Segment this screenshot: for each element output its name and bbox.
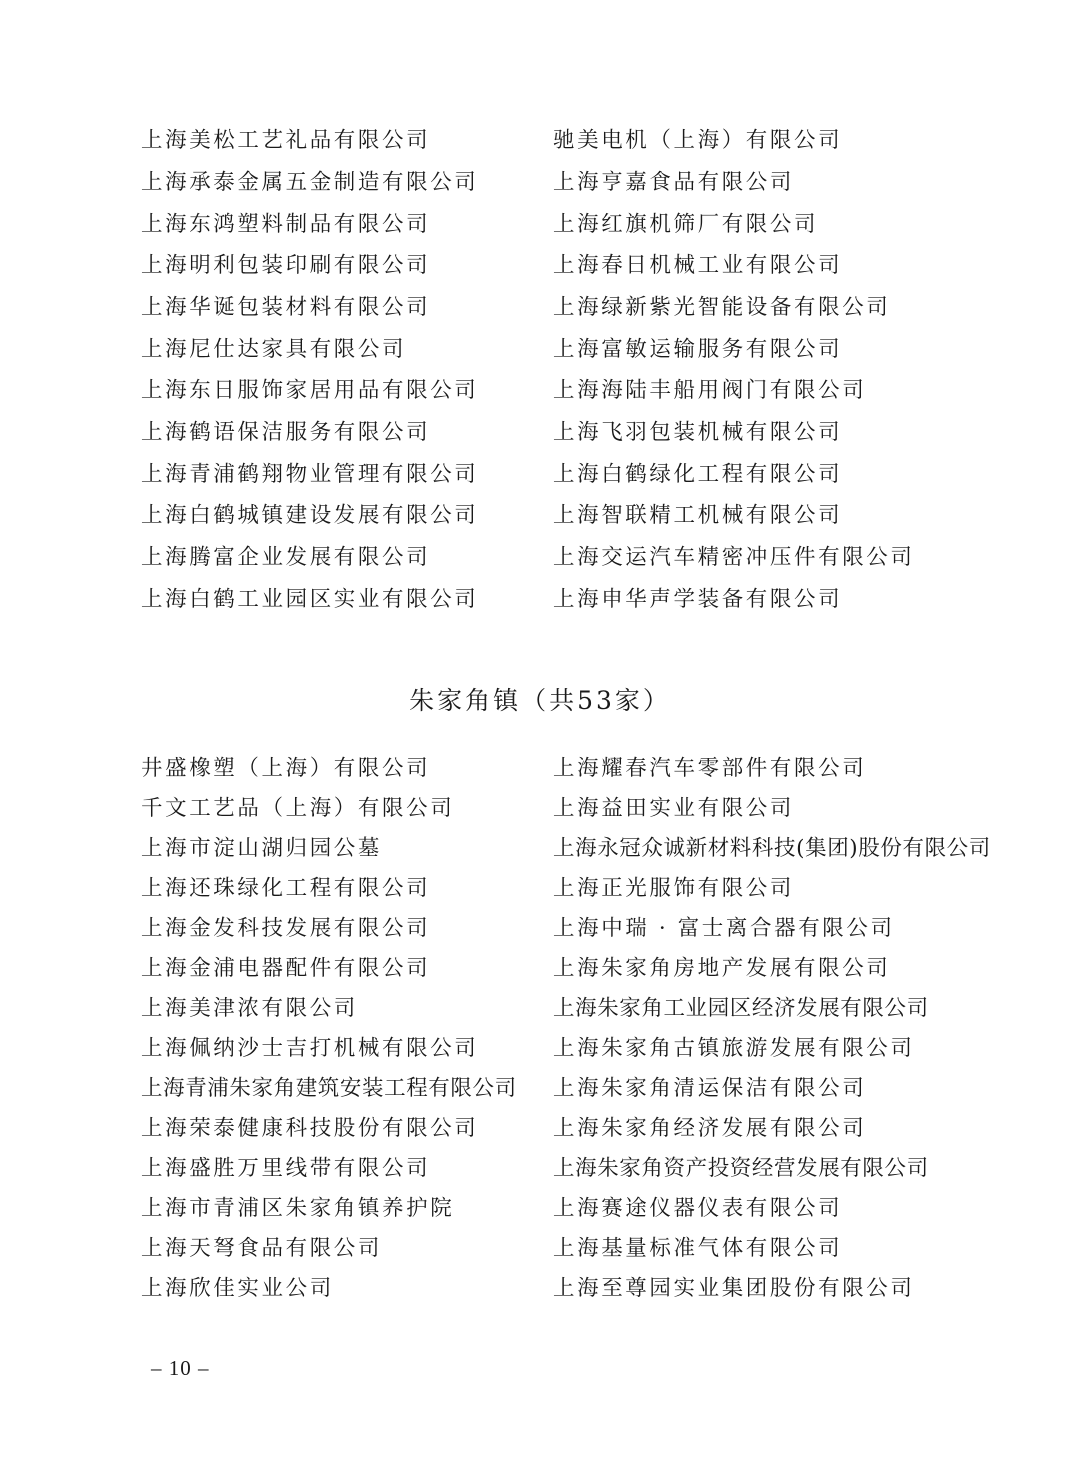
company-name: 上海天弩食品有限公司 — [141, 1236, 383, 1261]
company-name: 上海红旗机筛厂有限公司 — [553, 212, 819, 237]
company-name: 上海朱家角资产投资经营发展有限公司 — [553, 1156, 929, 1181]
company-name: 上海东鸿塑料制品有限公司 — [141, 212, 431, 237]
company-name: 上海至尊园实业集团股份有限公司 — [553, 1276, 915, 1301]
company-name: 上海还珠绿化工程有限公司 — [141, 876, 431, 901]
company-name: 上海荣泰健康科技股份有限公司 — [141, 1116, 479, 1141]
list-row — [0, 914, 1080, 954]
company-name: 上海益田实业有限公司 — [553, 796, 795, 821]
company-name: 上海尼仕达家具有限公司 — [141, 337, 407, 362]
list-row — [0, 210, 1080, 250]
company-name: 上海永冠众诚新材料科技(集团)股份有限公司 — [553, 836, 991, 861]
list-row — [0, 754, 1080, 794]
list-row — [0, 126, 1080, 166]
company-name: 上海亨嘉食品有限公司 — [553, 170, 795, 195]
company-name: 上海市淀山湖归园公墓 — [141, 836, 383, 861]
company-name: 上海青浦鹤翔物业管理有限公司 — [141, 462, 479, 487]
company-name: 上海欣佳实业公司 — [141, 1276, 334, 1301]
company-name: 上海佩纳沙士吉打机械有限公司 — [141, 1036, 479, 1061]
list-row — [0, 994, 1080, 1034]
page-number: – 10 – — [151, 1356, 210, 1380]
company-name: 上海申华声学装备有限公司 — [553, 587, 843, 612]
company-name: 上海富敏运输服务有限公司 — [553, 337, 843, 362]
list-row — [0, 335, 1080, 375]
company-name: 上海朱家角工业园区经济发展有限公司 — [553, 996, 929, 1021]
list-row — [0, 501, 1080, 541]
company-name: 上海东日服饰家居用品有限公司 — [141, 378, 479, 403]
company-name: 上海中瑞 · 富士离合器有限公司 — [553, 916, 895, 941]
company-name: 上海白鹤绿化工程有限公司 — [553, 462, 843, 487]
list-row — [0, 1234, 1080, 1274]
company-name: 上海朱家角古镇旅游发展有限公司 — [553, 1036, 915, 1061]
company-name: 上海腾富企业发展有限公司 — [141, 545, 431, 570]
company-name: 上海金浦电器配件有限公司 — [141, 956, 431, 981]
company-name: 上海耀春汽车零部件有限公司 — [553, 756, 867, 781]
company-name: 上海明利包装印刷有限公司 — [141, 253, 431, 278]
list-row — [0, 834, 1080, 874]
company-name: 驰美电机（上海）有限公司 — [553, 128, 843, 153]
company-name: 上海朱家角房地产发展有限公司 — [553, 956, 891, 981]
company-name: 上海华诞包装材料有限公司 — [141, 295, 431, 320]
company-name: 上海正光服饰有限公司 — [553, 876, 795, 901]
company-name: 上海海陆丰船用阀门有限公司 — [553, 378, 867, 403]
company-name: 上海白鹤工业园区实业有限公司 — [141, 587, 479, 612]
company-name: 上海盛胜万里线带有限公司 — [141, 1156, 431, 1181]
list-row — [0, 1274, 1080, 1314]
list-row — [0, 460, 1080, 500]
section-title: 朱家角镇（共53家） — [409, 686, 671, 715]
company-name: 上海基量标准气体有限公司 — [553, 1236, 843, 1261]
list-row — [0, 1154, 1080, 1194]
company-name: 上海赛途仪器仪表有限公司 — [553, 1196, 843, 1221]
list-row — [0, 418, 1080, 458]
company-name: 上海鹤语保洁服务有限公司 — [141, 420, 431, 445]
company-name: 上海美津浓有限公司 — [141, 996, 358, 1021]
list-row — [0, 954, 1080, 994]
company-name: 上海承泰金属五金制造有限公司 — [141, 170, 479, 195]
list-row — [0, 794, 1080, 834]
list-row — [0, 1034, 1080, 1074]
list-row — [0, 251, 1080, 291]
list-row — [0, 376, 1080, 416]
company-name: 上海飞羽包装机械有限公司 — [553, 420, 843, 445]
company-name: 上海朱家角清运保洁有限公司 — [553, 1076, 867, 1101]
company-name: 上海美松工艺礼品有限公司 — [141, 128, 431, 153]
list-row — [0, 293, 1080, 333]
company-name: 千文工艺品（上海）有限公司 — [141, 796, 455, 821]
company-name: 上海交运汽车精密冲压件有限公司 — [553, 545, 915, 570]
company-name: 上海市青浦区朱家角镇养护院 — [141, 1196, 455, 1221]
company-name: 上海金发科技发展有限公司 — [141, 916, 431, 941]
list-row — [0, 1114, 1080, 1154]
company-name: 上海春日机械工业有限公司 — [553, 253, 843, 278]
list-row — [0, 874, 1080, 914]
list-row — [0, 168, 1080, 208]
company-name: 上海朱家角经济发展有限公司 — [553, 1116, 867, 1141]
company-name: 上海白鹤城镇建设发展有限公司 — [141, 503, 479, 528]
company-name: 上海智联精工机械有限公司 — [553, 503, 843, 528]
list-row — [0, 1074, 1080, 1114]
company-name: 上海绿新紫光智能设备有限公司 — [553, 295, 891, 320]
list-row — [0, 1194, 1080, 1234]
list-row — [0, 585, 1080, 625]
company-name: 上海青浦朱家角建筑安装工程有限公司 — [141, 1076, 517, 1101]
company-name: 井盛橡塑（上海）有限公司 — [141, 756, 431, 781]
list-row — [0, 543, 1080, 583]
